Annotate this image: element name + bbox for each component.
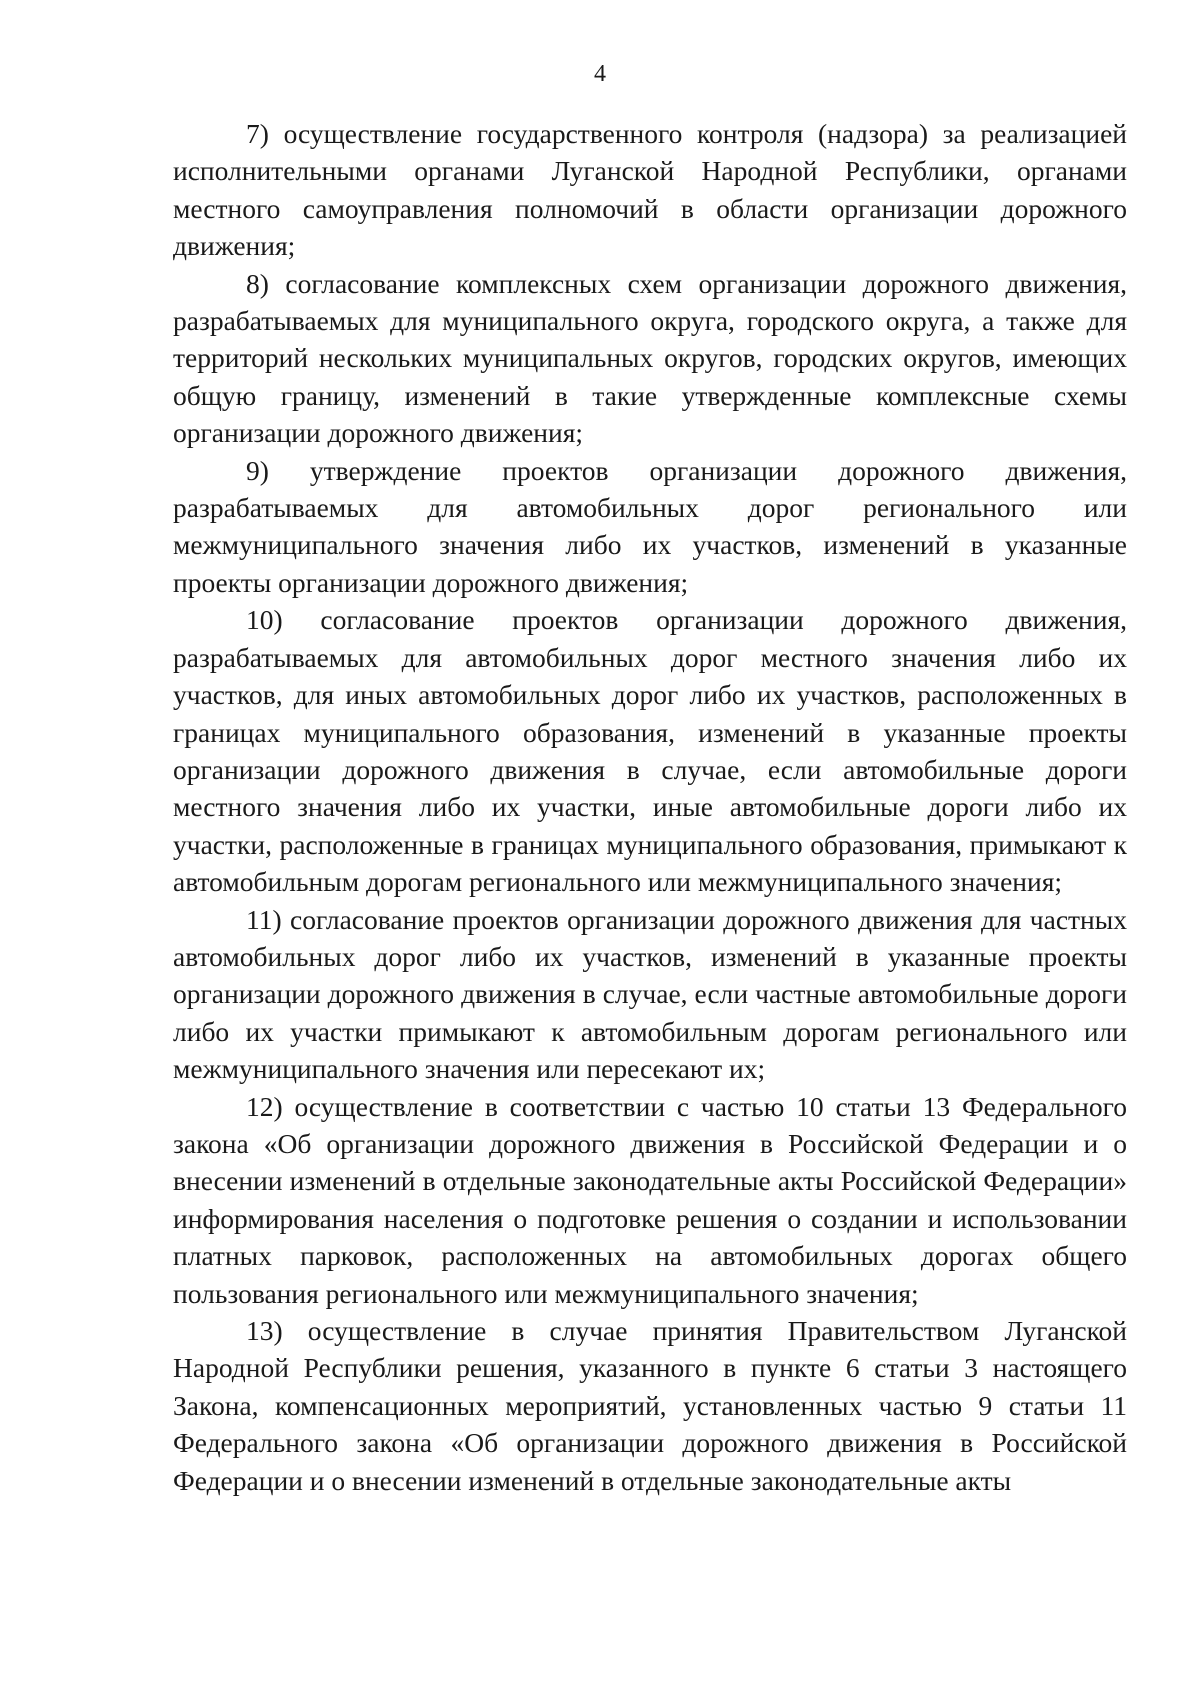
- list-item-11: 11) согласование проектов организации дорожного движения для частных автомобильных дорог либо их участков, изменений в указанные проекты организации дорожного движения в случае, если частные автомобильные дороги либо их участки примыкают к автомобильным дорогам регионального или межмуниципального значения или пересекают их;: [173, 903, 1127, 1085]
- list-item-7: 7) осуществление государственного контроля (надзора) за реализацией исполнительными органами Луганской Народной Республики, органами местного самоуправления полномочий в области организации дорожного движения;: [173, 118, 1127, 262]
- list-item-12: 12) осуществление в соответствии с частью 10 статьи 13 Федерального закона «Об организации дорожного движения в Российской Федерации и о внесении изменений в отдельные законодательные акты Российской Федерации» информирования населения о подготовке решения о создании и использовании платных парковок, расположенных на автомобильных дорогах общего пользования регионального или межмуниципального значения;: [173, 1090, 1127, 1309]
- list-item-10: 10) согласование проектов организации дорожного движения, разрабатываемых для автомобильных дорог местного значения либо их участков, для иных автомобильных дорог либо их участков, расположенных в границах муниципального образования, изменений в указанные проекты организации дорожного движения в случае, если автомобильные дороги местного значения либо их участки, иные автомобильные дороги либо их участки, расположенные в границах муниципального образования, примыкают к автомобильным дорогам регионального или межмуниципального значения;: [173, 604, 1127, 898]
- list-item-13: 13) осуществление в случае принятия Правительством Луганской Народной Республики решения, указанного в пункте 6 статьи 3 настоящего Закона, компенсационных мероприятий, установленных частью 9 статьи 11 Федерального закона «Об организации дорожного движения в Российской Федерации и о внесении изменений в отдельные законодательные акты: [173, 1315, 1127, 1496]
- list-item-8: 8) согласование комплексных схем организации дорожного движения, разрабатываемых для муниципального округа, городского округа, а также для территорий нескольких муниципальных округов, городских округов, имеющих общую границу, изменений в такие утвержденные комплексные схемы организации дорожного движения;: [173, 267, 1127, 449]
- page-number: 4: [594, 61, 606, 87]
- list-item-9: 9) утверждение проектов организации дорожного движения, разрабатываемых для автомобильных дорог регионального или межмуниципального значения либо их участков, изменений в указанные проекты организации дорожного движения;: [173, 454, 1127, 598]
- document-body: [173, 115, 1127, 1499]
